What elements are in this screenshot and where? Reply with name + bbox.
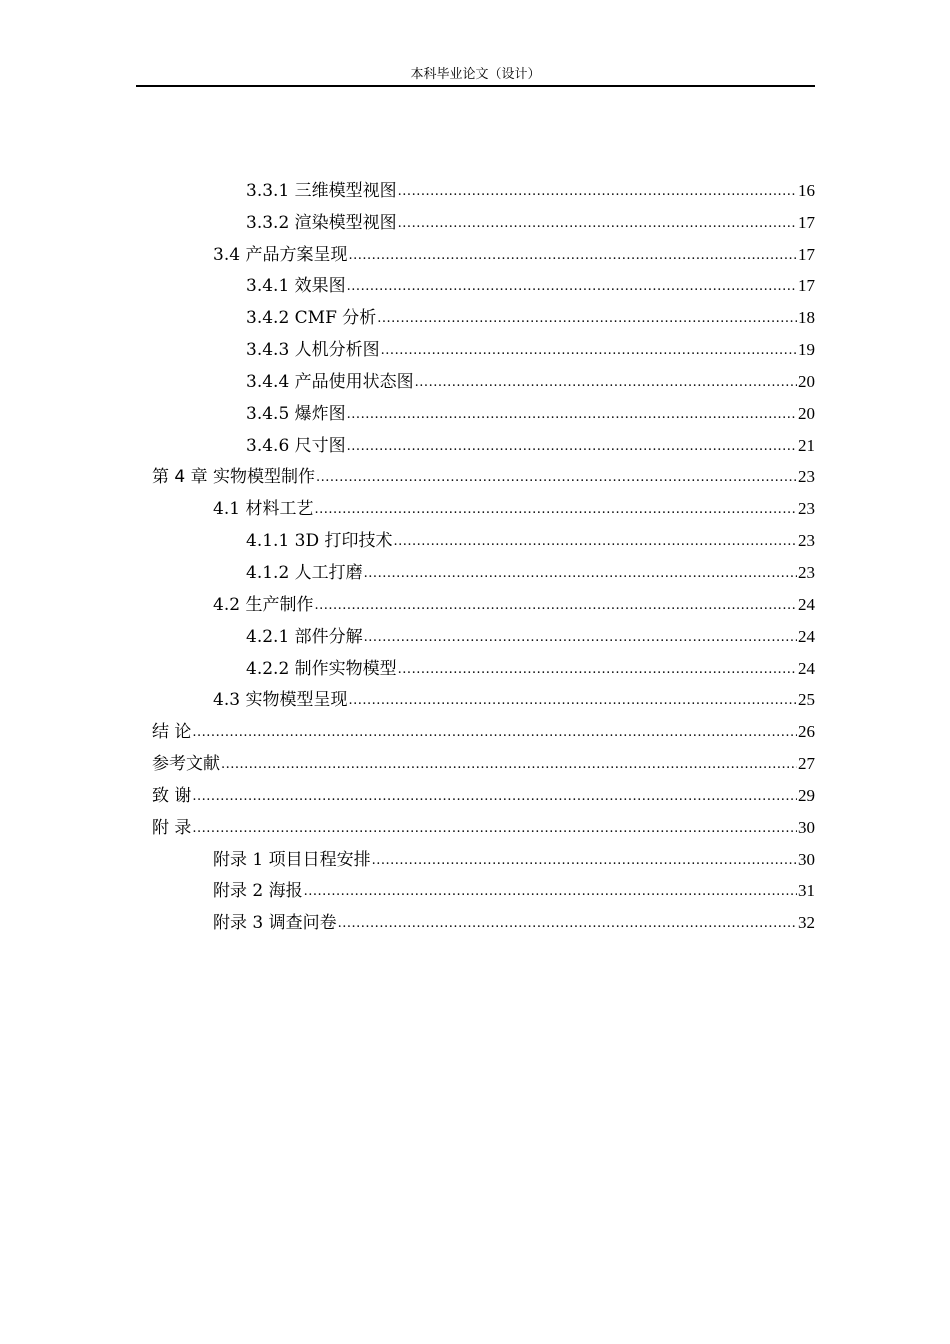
toc-dot-leader xyxy=(364,567,797,581)
toc-entry-page-number: 20 xyxy=(798,371,815,391)
toc-entry[interactable] xyxy=(152,743,815,775)
toc-entry-title: 第 4 章 实物模型制作 xyxy=(152,467,316,488)
toc-entry[interactable] xyxy=(152,902,815,934)
toc-dot-leader xyxy=(347,280,797,294)
toc-dot-leader xyxy=(377,312,797,326)
toc-entry-page-number: 20 xyxy=(798,403,815,423)
toc-dot-leader xyxy=(347,440,797,454)
toc-entry-title: 3.4.5 爆炸图 xyxy=(246,403,346,424)
toc-entry-page-number: 17 xyxy=(798,276,815,296)
toc-dot-leader xyxy=(347,408,797,422)
toc-entry-title: 3.4.3 人机分析图 xyxy=(246,340,380,361)
toc-entry-title: 结 论 xyxy=(152,722,192,743)
toc-entry-title: 附录 3 调查问卷 xyxy=(213,913,337,934)
toc-dot-leader xyxy=(394,535,797,549)
toc-entry-title: 3.4.6 尺寸图 xyxy=(246,435,346,456)
toc-dot-leader xyxy=(338,917,797,931)
toc-entry[interactable] xyxy=(152,488,815,520)
toc-entry-page-number: 25 xyxy=(798,690,815,710)
toc-dot-leader xyxy=(221,758,797,772)
toc-entry-page-number: 17 xyxy=(798,244,815,264)
toc-entry-title: 附录 1 项目日程安排 xyxy=(213,849,371,870)
toc-entry-page-number: 24 xyxy=(798,626,815,646)
toc-entry-title: 4.1 材料工艺 xyxy=(213,499,314,520)
toc-entry-page-number: 29 xyxy=(798,785,815,805)
toc-entry-page-number: 23 xyxy=(798,562,815,582)
toc-entry[interactable] xyxy=(152,202,815,234)
toc-entry-title: 4.1.2 人工打磨 xyxy=(246,562,363,583)
header-divider xyxy=(136,85,815,87)
toc-entry-title: 4.2.2 制作实物模型 xyxy=(246,658,397,679)
toc-entry[interactable] xyxy=(152,329,815,361)
toc-entry[interactable] xyxy=(152,520,815,552)
toc-dot-leader xyxy=(372,854,797,868)
toc-entry-page-number: 32 xyxy=(798,913,815,933)
toc-entry-page-number: 19 xyxy=(798,340,815,360)
toc-entry-title: 致 谢 xyxy=(152,785,192,806)
toc-dot-leader xyxy=(364,631,797,645)
toc-entry[interactable] xyxy=(152,871,815,903)
toc-entry[interactable] xyxy=(152,616,815,648)
toc-entry-page-number: 24 xyxy=(798,658,815,678)
toc-entry-page-number: 21 xyxy=(798,435,815,455)
toc-dot-leader xyxy=(348,249,797,263)
toc-entry-title: 4.1.1 3D 打印技术 xyxy=(246,531,393,552)
toc-dot-leader xyxy=(192,790,797,804)
toc-entry[interactable] xyxy=(152,425,815,457)
toc-entry[interactable] xyxy=(152,234,815,266)
toc-entry-title: 3.4.4 产品使用状态图 xyxy=(246,371,414,392)
toc-entry-page-number: 17 xyxy=(798,212,815,232)
toc-dot-leader xyxy=(398,185,797,199)
toc-entry-page-number: 23 xyxy=(798,467,815,487)
toc-entry-page-number: 16 xyxy=(798,180,815,200)
toc-entry-title: 附录 2 海报 xyxy=(213,881,303,902)
toc-entry[interactable] xyxy=(152,457,815,489)
toc-entry-page-number: 18 xyxy=(798,308,815,328)
toc-entry-title: 附 录 xyxy=(152,817,192,838)
toc-entry[interactable] xyxy=(152,711,815,743)
toc-dot-leader xyxy=(415,376,797,390)
toc-entry-page-number: 23 xyxy=(798,499,815,519)
toc-dot-leader xyxy=(304,885,797,899)
toc-entry-title: 3.3.2 渲染模型视图 xyxy=(246,212,397,233)
toc-dot-leader xyxy=(398,217,797,231)
toc-entry[interactable] xyxy=(152,266,815,298)
toc-entry[interactable] xyxy=(152,297,815,329)
toc-entry-page-number: 30 xyxy=(798,849,815,869)
toc-entry-page-number: 24 xyxy=(798,594,815,614)
toc-entry-title: 3.4.2 CMF 分析 xyxy=(246,308,377,329)
toc-entry[interactable] xyxy=(152,648,815,680)
toc-dot-leader xyxy=(192,726,797,740)
toc-entry[interactable] xyxy=(152,839,815,871)
toc-entry-title: 4.2.1 部件分解 xyxy=(246,626,363,647)
toc-entry[interactable] xyxy=(152,680,815,712)
toc-entry-page-number: 27 xyxy=(798,754,815,774)
toc-entry[interactable] xyxy=(152,552,815,584)
toc-entry-title: 3.3.1 三维模型视图 xyxy=(246,180,397,201)
toc-entry-title: 3.4 产品方案呈现 xyxy=(213,244,348,265)
toc-entry-title: 4.3 实物模型呈现 xyxy=(213,690,348,711)
toc-entry-title: 3.4.1 效果图 xyxy=(246,276,346,297)
toc-entry-page-number: 23 xyxy=(798,531,815,551)
toc-entry[interactable] xyxy=(152,361,815,393)
toc-dot-leader xyxy=(398,663,797,677)
toc-entry-page-number: 30 xyxy=(798,817,815,837)
toc-dot-leader xyxy=(316,471,797,485)
toc-dot-leader xyxy=(348,694,797,708)
toc-dot-leader xyxy=(314,503,797,517)
toc-entry[interactable] xyxy=(152,584,815,616)
toc-entry[interactable] xyxy=(152,170,815,202)
toc-entry[interactable] xyxy=(152,807,815,839)
toc-entry-page-number: 26 xyxy=(798,722,815,742)
toc-dot-leader xyxy=(192,822,797,836)
toc-dot-leader xyxy=(381,344,797,358)
page-header: 本科毕业论文（设计） xyxy=(410,67,541,82)
toc-entry[interactable] xyxy=(152,393,815,425)
toc-entry-page-number: 31 xyxy=(798,881,815,901)
toc-dot-leader xyxy=(314,599,797,613)
toc-entry[interactable] xyxy=(152,775,815,807)
toc-entry-title: 参考文献 xyxy=(152,754,220,775)
table-of-contents xyxy=(152,170,815,934)
toc-entry-title: 4.2 生产制作 xyxy=(213,594,314,615)
